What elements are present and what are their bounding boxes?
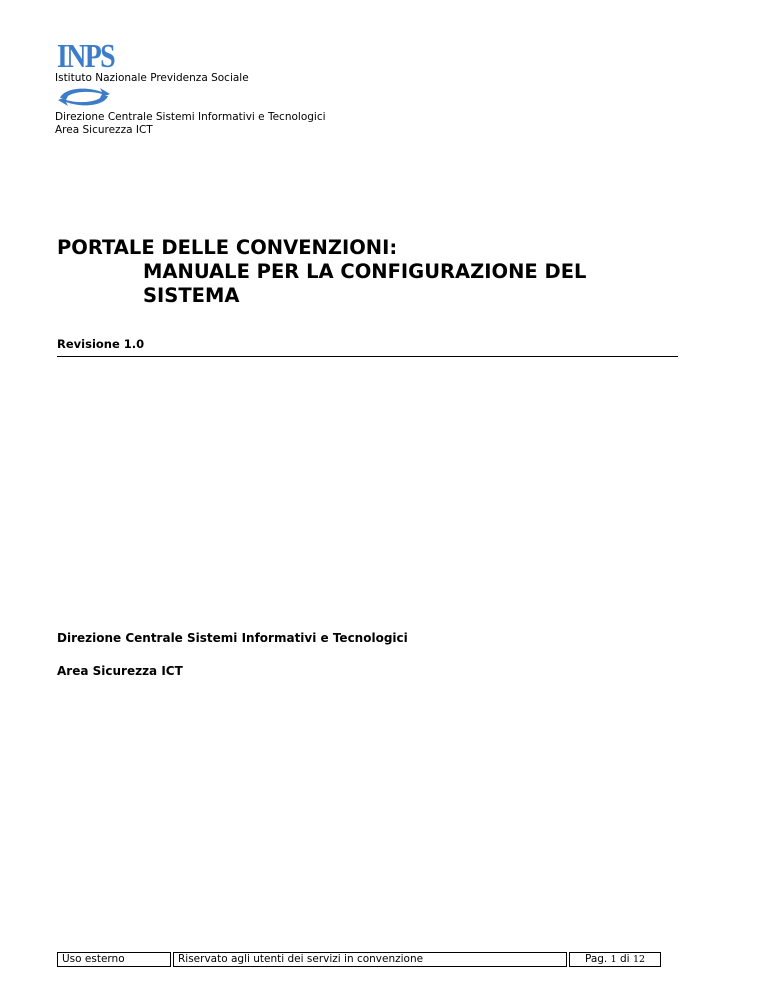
revision-divider — [57, 356, 678, 357]
page-of: di — [620, 953, 630, 965]
page-total: 12 — [632, 954, 646, 965]
author-department: Direzione Centrale Sistemi Informativi e Tecnologici — [57, 631, 408, 645]
inps-swoosh-icon — [56, 86, 112, 108]
page-number — [569, 952, 661, 967]
page-label: Pag. — [584, 953, 608, 965]
header-department: Direzione Centrale Sistemi Informativi e Tecnologici — [55, 111, 326, 123]
page-footer — [57, 952, 665, 967]
page-current: 1 — [610, 954, 617, 965]
header-area: Area Sicurezza ICT — [55, 124, 153, 136]
inps-logo — [57, 40, 117, 74]
footer-classification: Uso esterno — [57, 952, 171, 967]
document-title — [57, 236, 586, 308]
revision-label: Revisione 1.0 — [57, 337, 145, 351]
title-line-1: PORTALE DELLE CONVENZIONI: — [57, 236, 398, 259]
org-name: Istituto Nazionale Previdenza Sociale — [55, 72, 249, 84]
title-line-3: SISTEMA — [143, 284, 240, 307]
title-line-2: MANUALE PER LA CONFIGURAZIONE DEL — [143, 260, 587, 283]
author-area: Area Sicurezza ICT — [57, 664, 183, 678]
footer-audience: Riservato agli utenti dei servizi in convenzione — [173, 952, 567, 967]
logo-text: INPS — [57, 38, 114, 75]
